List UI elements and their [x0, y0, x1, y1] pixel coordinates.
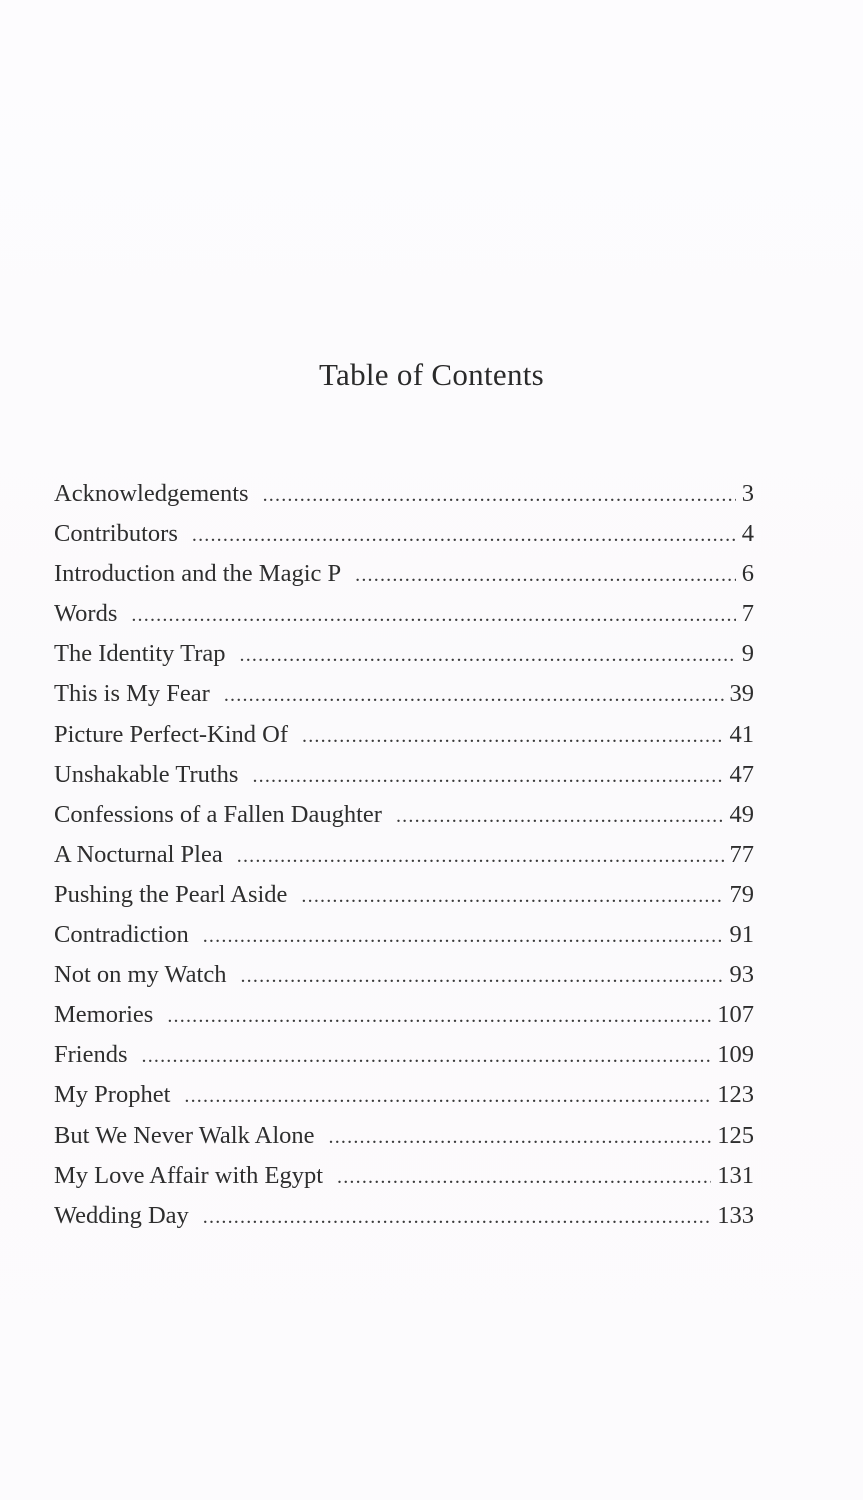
toc-entry-page: 39 — [729, 680, 754, 708]
toc-entry-page: 133 — [717, 1201, 754, 1229]
dot-leader — [263, 475, 736, 515]
toc-entry-title: But We Never Walk Alone — [54, 1121, 315, 1149]
toc-entry-title: Introduction and the Magic P — [54, 560, 342, 588]
table-of-contents — [54, 474, 754, 1236]
toc-entry-page: 4 — [741, 520, 754, 548]
dot-leader — [301, 876, 723, 916]
dot-leader — [184, 1076, 711, 1116]
toc-entry-page: 47 — [729, 760, 754, 788]
dot-leader — [237, 836, 724, 876]
toc-entry-page: 41 — [729, 720, 754, 748]
toc-entry-page: 109 — [717, 1041, 754, 1069]
toc-entry-title: Wedding Day — [54, 1201, 189, 1229]
dot-leader — [224, 675, 724, 715]
toc-entry-page: 93 — [729, 961, 754, 989]
toc-entry-page: 123 — [717, 1081, 754, 1109]
toc-entry — [54, 715, 754, 755]
toc-entry-page: 131 — [717, 1161, 754, 1189]
dot-leader — [240, 635, 736, 675]
toc-entry — [54, 514, 754, 554]
dot-leader — [240, 956, 723, 996]
toc-entry-title: Unshakable Truths — [54, 760, 239, 788]
toc-entry — [54, 1196, 754, 1236]
toc-entry-page: 7 — [741, 600, 754, 628]
toc-entry-title: This is My Fear — [54, 680, 210, 708]
dot-leader — [337, 1157, 711, 1197]
toc-entry — [54, 1116, 754, 1156]
toc-entry — [54, 915, 754, 955]
toc-entry — [54, 795, 754, 835]
toc-entry — [54, 634, 754, 674]
toc-entry-title: Not on my Watch — [54, 961, 227, 989]
page-title: Table of Contents — [318, 357, 545, 392]
dot-leader — [131, 595, 735, 635]
toc-entry-page: 125 — [717, 1121, 754, 1149]
dot-leader — [203, 1197, 711, 1237]
toc-entry — [54, 1035, 754, 1075]
dot-leader — [252, 756, 723, 796]
toc-entry — [54, 835, 754, 875]
toc-entry-page: 91 — [729, 921, 754, 949]
toc-entry — [54, 875, 754, 915]
toc-entry-title: Acknowledgements — [54, 480, 249, 507]
toc-entry-page: 79 — [729, 880, 754, 908]
dot-leader — [192, 515, 736, 555]
dot-leader — [396, 796, 724, 836]
toc-entry — [54, 594, 754, 634]
toc-entry-title: My Prophet — [54, 1081, 171, 1109]
toc-entry — [54, 995, 754, 1035]
toc-entry-title: Picture Perfect-Kind Of — [54, 720, 289, 748]
toc-entry-page: 6 — [741, 560, 754, 588]
toc-entry-page: 77 — [729, 840, 754, 868]
toc-entry — [54, 1075, 754, 1115]
toc-entry-title: A Nocturnal Plea — [54, 840, 223, 868]
dot-leader — [302, 716, 723, 756]
toc-entry-page: 49 — [729, 800, 754, 828]
toc-entry — [54, 755, 754, 795]
toc-entry-title: Confessions of a Fallen Daughter — [54, 800, 382, 828]
dot-leader — [355, 555, 736, 595]
toc-entry-title: Friends — [54, 1041, 128, 1069]
toc-entry — [54, 1156, 754, 1196]
toc-entry-page: 107 — [717, 1001, 754, 1029]
dot-leader — [203, 916, 724, 956]
toc-entry-title: Memories — [54, 1001, 154, 1029]
toc-entry-title: Contributors — [54, 520, 178, 548]
toc-entry-title: Pushing the Pearl Aside — [54, 880, 288, 908]
toc-entry — [54, 554, 754, 594]
toc-entry-title: Contradiction — [54, 921, 189, 949]
toc-entry-title: Words — [54, 600, 118, 628]
toc-entry-page: 9 — [741, 640, 754, 668]
dot-leader — [329, 1117, 712, 1157]
toc-entry-title: The Identity Trap — [54, 640, 226, 668]
dot-leader — [167, 996, 711, 1036]
toc-entry — [54, 474, 754, 514]
toc-entry — [54, 955, 754, 995]
toc-entry — [54, 674, 754, 714]
dot-leader — [142, 1036, 712, 1076]
toc-entry-title: My Love Affair with Egypt — [54, 1161, 324, 1189]
toc-entry-page: 3 — [741, 480, 754, 507]
